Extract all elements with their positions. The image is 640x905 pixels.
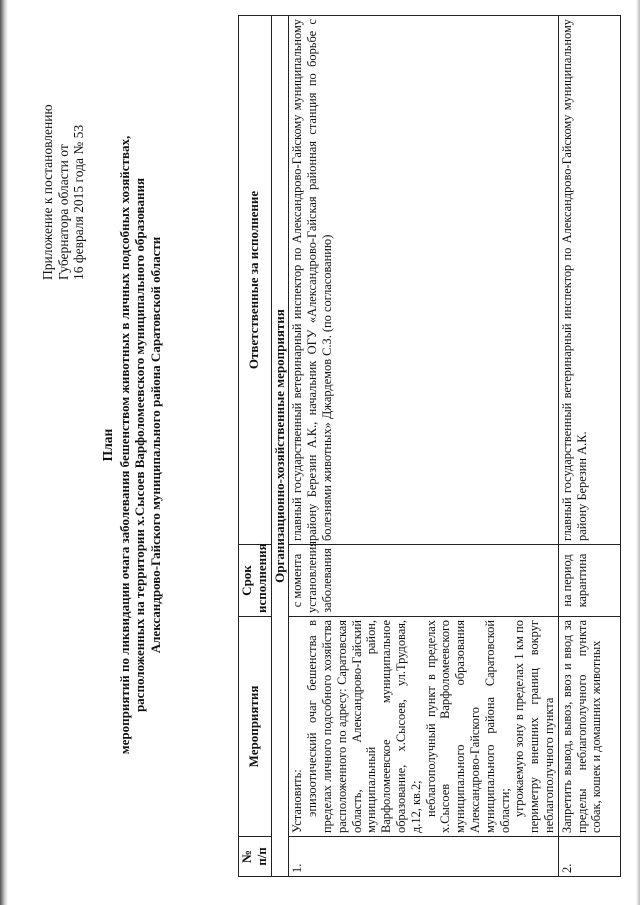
appendix-line-2: Губернатора области от (55, 144, 71, 280)
header-num-pp: п/п (253, 847, 269, 866)
section-title: Организационно-хозяйственные мероприятия (271, 16, 289, 877)
row-activity (558, 617, 620, 837)
header-activity: Мероприятия (239, 617, 272, 837)
row-responsible: главный государственный ветеринарный инспектор по Александрово-Гайскому муниципальному району Березин А.К., начальник ОГУ «Александрово-Гайская районная станция по борьбе с болезнями животных» Джардемов С.З. (по согласованию) (289, 16, 558, 545)
row-num: 2. (558, 837, 620, 877)
header-term (239, 545, 272, 617)
activity-paragraph: угрожаемую зону в пределах 1 км по периметру внешних границ вокруг неблагополучного пункта (512, 620, 556, 833)
row-activity (289, 617, 558, 837)
document-title (100, 55, 163, 835)
row-term: на период карантина (558, 545, 620, 617)
activity-paragraph: неблагополучный пункт в пределах х.Сысоев Варфоломеевского муниципального образования Александрово-Гайского муниципального района Саратовской области; (423, 620, 512, 833)
header-num-sign: № (239, 849, 254, 864)
appendix-line-3: 16 февраля 2015 года № 53 (71, 124, 86, 280)
activity-paragraph: эпизоотический очаг бешенства в пределах личного подсобного хозяйства расположенного по адресу: Саратовская область, Александрово-Гайский муниципальный район, Варфоломеевское муниципальное образование, х.Сысоев, ул.Трудовая, д.12, кв.2; (305, 620, 423, 833)
activity-paragraph: Установить: (290, 769, 305, 833)
appendix-line-1: Приложение к постановлению (40, 104, 55, 280)
table-row (289, 16, 558, 877)
row-responsible: главный государственный ветеринарный инспектор по Александрово-Гайскому муниципальному району Березин А.К. (558, 16, 620, 545)
header-num (239, 837, 272, 877)
table-row (558, 16, 620, 877)
row-term: с момента установления заболевания (289, 545, 558, 617)
plan-table (238, 15, 621, 877)
header-term-line-1: Срок (239, 565, 254, 596)
title-line-1: мероприятий по ликвидации очага заболевания бешенством животных в личных подсобных хозяйствах, (116, 135, 132, 755)
table-header-row (239, 16, 272, 877)
activity-paragraph: Запретить вывод, вывоз, ввоз и ввод за пределы неблагополучного пункта собак, кошек и домашних животных (559, 620, 604, 833)
title-line-2: расположенных на территории х.Сысоев Варфоломеевского муниципального образования (132, 177, 147, 713)
section-row (271, 16, 289, 877)
header-term-line-2: исполнения (253, 543, 269, 613)
row-num: 1. (289, 837, 558, 877)
header-responsible: Ответственные за исполнение (239, 16, 272, 545)
appendix-note (40, 30, 87, 280)
title-heading: План (100, 428, 115, 462)
title-line-3: Александрово-Гайского муниципального района Саратовской области (147, 236, 163, 654)
